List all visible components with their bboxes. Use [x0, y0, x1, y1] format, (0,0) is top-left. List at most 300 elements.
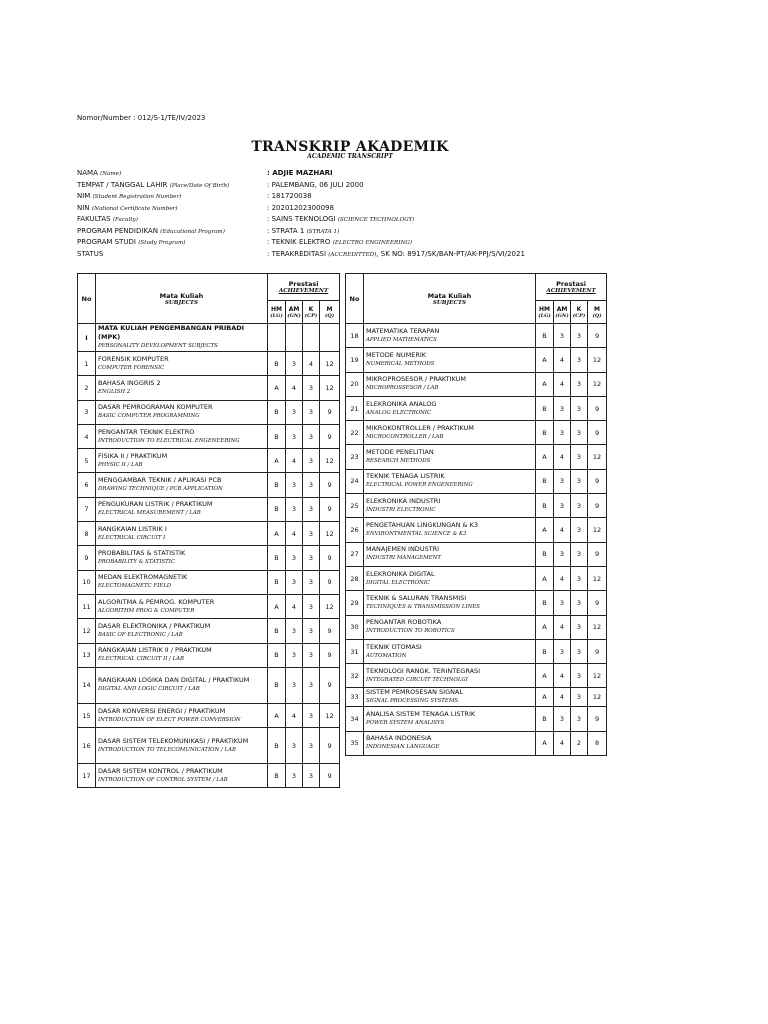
header-k — [571, 301, 588, 324]
header-am-label: AM — [288, 305, 300, 313]
info-value — [267, 226, 677, 238]
grade-number: 4 — [554, 566, 571, 590]
grade-number: 4 — [286, 449, 303, 473]
row-number: 12 — [78, 619, 96, 643]
grade-letter: B — [536, 542, 554, 566]
subject-cell — [364, 348, 536, 372]
table-row — [78, 594, 340, 618]
grade-number: 3 — [554, 707, 571, 731]
subject-name: MATA KULIAH PENGEMBANGAN PRIBADI (MPK) — [98, 324, 245, 341]
grade-number: 3 — [286, 473, 303, 497]
info-value-text: : STRATA 1 — [267, 226, 305, 235]
row-number: 32 — [346, 664, 364, 688]
grade-letter: A — [268, 594, 286, 618]
subject-name: MATEMATIKA TERAPAN — [366, 326, 440, 335]
subject-cell — [364, 421, 536, 445]
quality-points: 9 — [320, 497, 340, 521]
credit-points: 4 — [303, 352, 320, 376]
quality-points: 9 — [320, 473, 340, 497]
subject-cell — [364, 396, 536, 420]
table-row — [346, 566, 607, 590]
grade-letter: A — [536, 688, 554, 707]
quality-points: 12 — [588, 518, 607, 542]
grade-letter: A — [536, 731, 554, 755]
info-label-en: (Name) — [100, 171, 122, 177]
row-number: 23 — [346, 445, 364, 469]
credit-points: 2 — [571, 731, 588, 755]
grade-number: 4 — [554, 664, 571, 688]
row-number: 18 — [346, 324, 364, 348]
credit-points: 3 — [303, 570, 320, 594]
subject-name-en: INTRODUCTION TO ROBOTICS — [366, 628, 455, 635]
header-m-label: M — [594, 305, 601, 313]
subject-name: ELEKRONIKA INDUSTRI — [366, 496, 441, 505]
grade-letter: B — [536, 591, 554, 615]
row-number: 15 — [78, 703, 96, 727]
credit-points: 3 — [303, 400, 320, 424]
credit-points: 3 — [303, 594, 320, 618]
subject-cell — [96, 619, 268, 643]
row-number: 27 — [346, 542, 364, 566]
grade-number: 3 — [554, 542, 571, 566]
info-row — [77, 191, 677, 203]
table-row — [346, 421, 607, 445]
grade-number: 3 — [286, 546, 303, 570]
table-row — [346, 731, 607, 755]
grade-letter: A — [268, 522, 286, 546]
info-label-text: PROGRAM PENDIDIKAN — [77, 226, 158, 235]
table-row — [346, 348, 607, 372]
quality-points: 12 — [588, 688, 607, 707]
quality-points: 12 — [588, 372, 607, 396]
subject-name-en: PROBABILITY & STATISTIC — [98, 559, 175, 566]
row-number: 16 — [78, 728, 96, 764]
row-number: 30 — [346, 615, 364, 639]
quality-points: 9 — [320, 764, 340, 788]
info-label-text: TEMPAT / TANGGAL LAHIR — [77, 180, 168, 189]
subject-name: ELEKRONIKA DIGITAL — [366, 569, 435, 578]
table-row — [346, 324, 607, 348]
grade-letter: A — [536, 348, 554, 372]
grade-number: 4 — [286, 703, 303, 727]
header-k-label: K — [308, 305, 314, 313]
page-subtitle: ACADEMIC TRANSCRIPT — [307, 153, 393, 160]
header-prestasi — [268, 274, 340, 301]
subject-name: METODE PENELITIAN — [366, 448, 434, 457]
info-value-text: : ADJIE MAZHARI — [267, 169, 333, 177]
info-value-text: : 20201202300098 — [267, 203, 334, 212]
grade-letter: B — [268, 643, 286, 667]
subject-name: METODE NUMERIK — [366, 350, 427, 359]
info-label-en: (Educational Program) — [160, 228, 225, 235]
subject-name-en: MICROCONTROLLER / LAB — [366, 433, 444, 440]
header-gn-label: (GN) — [555, 312, 569, 319]
table-row — [78, 473, 340, 497]
quality-points: 9 — [588, 542, 607, 566]
subject-cell — [364, 324, 536, 348]
info-value-suffix: , SK NO: 8917/SK/BAN-PT/AK-PPJ/S/VI/2021 — [376, 249, 525, 258]
grade-letter: B — [268, 473, 286, 497]
header-am — [286, 301, 303, 324]
subject-name: MANAJEMEN INDUSTRI — [366, 545, 440, 554]
grade-number: 4 — [554, 518, 571, 542]
quality-points: 9 — [320, 667, 340, 703]
subject-name: DASAR SISTEM KONTROL / PRAKTIKUM — [98, 766, 223, 775]
subject-name-en: ELECTRICAL CIRCUIT I — [98, 534, 166, 541]
subject-name-en: INDUSTRI ELECTRONIC — [366, 506, 436, 513]
info-row — [77, 214, 677, 226]
subject-name: TEKNIK TENAGA LISTRIK — [366, 472, 445, 481]
subject-name-en: RESEARCH METHODS — [366, 458, 431, 465]
grade-number: 4 — [554, 348, 571, 372]
grade-letter: A — [268, 703, 286, 727]
grade-letter: B — [536, 324, 554, 348]
credit-points: 3 — [303, 473, 320, 497]
quality-points: 12 — [588, 664, 607, 688]
left-table-body — [78, 324, 340, 788]
grade-number: 4 — [554, 688, 571, 707]
table-row — [346, 372, 607, 396]
info-label-text: NIM — [77, 192, 91, 200]
credit-points: 3 — [571, 348, 588, 372]
subject-cell — [364, 372, 536, 396]
subject-name: FISIKA II / PRAKTIKUM — [98, 451, 168, 460]
credit-points: 3 — [571, 324, 588, 348]
subject-cell — [96, 546, 268, 570]
table-row — [78, 400, 340, 424]
grade-number: 3 — [286, 619, 303, 643]
info-label-en: (National Certificate Number) — [91, 205, 178, 212]
subject-name-en: TECHNIQUES & TRANSMISSION LINES — [366, 603, 480, 610]
info-value — [267, 168, 677, 180]
subject-cell — [96, 703, 268, 727]
subject-name-en: SIGNAL PROCESSING SYSTEMS — [366, 698, 459, 705]
row-number: 10 — [78, 570, 96, 594]
quality-points: 9 — [588, 421, 607, 445]
grade-number: 4 — [286, 594, 303, 618]
row-number: 1 — [78, 352, 96, 376]
table-row — [78, 703, 340, 727]
table-row — [346, 639, 607, 663]
subject-name: MIKROPROSESOR / PRAKTIKUM — [366, 375, 467, 384]
grade-number: 3 — [554, 639, 571, 663]
grade-number: 4 — [554, 731, 571, 755]
subject-cell — [96, 324, 268, 352]
credit-points: 3 — [571, 518, 588, 542]
grade-letter: A — [536, 518, 554, 542]
header-cp-label: (CP) — [304, 312, 318, 319]
credit-points: 3 — [571, 396, 588, 420]
subject-name-en: BASIC COMPUTER PROGRAMMING — [98, 413, 200, 420]
row-number: 5 — [78, 449, 96, 473]
row-number: 17 — [78, 764, 96, 788]
info-value-text: : SAINS TEKNOLOGI — [267, 215, 336, 223]
credit-points: 3 — [303, 703, 320, 727]
info-value-text: : 181720038 — [267, 192, 312, 200]
header-lg-label: (LG) — [270, 312, 283, 319]
table-row — [78, 546, 340, 570]
info-label-en: (Faculty) — [112, 217, 138, 223]
subject-name-en: BASIC OF ELECTRONIC / LAB — [98, 631, 183, 638]
table-row — [346, 707, 607, 731]
grade-letter: B — [268, 619, 286, 643]
header-hm — [536, 301, 554, 324]
header-mata-kuliah-label: Mata Kuliah — [427, 291, 472, 300]
credit-points: 3 — [303, 497, 320, 521]
grade-number: 3 — [286, 352, 303, 376]
row-number: 2 — [78, 376, 96, 400]
quality-points: 9 — [588, 707, 607, 731]
header-hm — [268, 301, 286, 324]
info-value-en: (ELECTRO ENGINEERING) — [332, 240, 413, 246]
grade-letter: B — [268, 400, 286, 424]
grade-letter: A — [536, 566, 554, 590]
subject-name-en: APPLIED MATHEMATICS — [366, 336, 437, 343]
header-cp-label: (CP) — [572, 312, 586, 319]
document-number: Nomor/Number : 012/S-1/TE/IV/2023 — [77, 114, 206, 122]
subject-name-en: ENVIRONTMENTAL SCIENCE & K3 — [366, 531, 467, 538]
header-prestasi-label: Prestasi — [288, 280, 319, 288]
subject-cell — [364, 445, 536, 469]
grade-letter: A — [536, 445, 554, 469]
quality-points: 9 — [320, 546, 340, 570]
subject-cell — [364, 664, 536, 688]
info-label-text: NIN — [77, 203, 90, 212]
subject-name: BAHASA INDONESIA — [366, 734, 432, 743]
row-number: 8 — [78, 522, 96, 546]
info-row — [77, 249, 677, 261]
table-row — [346, 494, 607, 518]
credit-points: 3 — [571, 445, 588, 469]
quality-points: 12 — [320, 449, 340, 473]
subject-name-en: ENGLISH 2 — [98, 388, 131, 395]
info-value-en: (SCIENCE TECHNOLOGY) — [337, 217, 415, 223]
info-value-text: : TEKNIK ELEKTRO — [267, 238, 331, 246]
subject-name: PROBABILITAS & STATISTIK — [98, 549, 186, 558]
subject-name: DASAR SISTEM TELEKOMUNIKASI / PRAKTIKUM — [98, 736, 249, 745]
table-row — [346, 518, 607, 542]
table-row — [78, 497, 340, 521]
subject-cell — [364, 707, 536, 731]
table-row — [346, 542, 607, 566]
subject-name-en: AUTOMATION — [366, 652, 407, 659]
info-row — [77, 237, 677, 249]
subject-name: MENGGAMBAR TEKNIK / APLIKASI PCB — [98, 476, 222, 485]
header-no: No — [346, 274, 364, 324]
credit-points: 3 — [303, 424, 320, 448]
quality-points: 12 — [320, 703, 340, 727]
credit-points — [303, 324, 320, 352]
header-prestasi — [536, 274, 607, 301]
quality-points: 12 — [320, 522, 340, 546]
subject-name-en: INDUSTRI MANAGEMENT — [366, 555, 441, 562]
credit-points: 3 — [303, 522, 320, 546]
subject-cell — [96, 522, 268, 546]
grade-letter: A — [268, 449, 286, 473]
subject-cell — [364, 494, 536, 518]
table-row — [78, 643, 340, 667]
table-row — [346, 445, 607, 469]
subject-name: RANGKAIAN LISTRIK II / PRAKTIKUM — [98, 646, 212, 655]
grade-letter — [268, 324, 286, 352]
table-row — [78, 424, 340, 448]
info-label-text: NAMA — [77, 169, 98, 177]
quality-points: 9 — [588, 639, 607, 663]
info-value — [267, 180, 677, 192]
grade-number: 3 — [286, 400, 303, 424]
info-label — [77, 249, 267, 261]
subject-name-en: DIGITAL AND LOGIC CIRCUIT / LAB — [98, 686, 200, 693]
grade-letter: A — [536, 372, 554, 396]
table-row — [78, 449, 340, 473]
table-row — [78, 619, 340, 643]
info-label — [77, 180, 267, 192]
credit-points: 3 — [571, 688, 588, 707]
subject-name: ELEKRONIKA ANALOG — [366, 399, 437, 408]
credit-points: 3 — [571, 494, 588, 518]
subject-name: TEKNIK OTOMASI — [366, 642, 422, 651]
info-value — [267, 214, 677, 226]
quality-points: 12 — [588, 445, 607, 469]
row-number: 20 — [346, 372, 364, 396]
subject-name-en: MICROPROSSESOR / LAB — [366, 385, 439, 392]
info-value-text: : PALEMBANG, 06 JULI 2000 — [267, 180, 364, 189]
quality-points: 9 — [588, 324, 607, 348]
header-mata-kuliah — [364, 274, 536, 324]
info-label-en: (Study Program) — [138, 240, 186, 246]
subject-name-en: ELECTRICAL CIRCUIT II / LAB — [98, 656, 185, 663]
row-number: 7 — [78, 497, 96, 521]
header-m-label: M — [326, 305, 333, 313]
quality-points: 9 — [588, 396, 607, 420]
subject-cell — [364, 566, 536, 590]
grade-letter: A — [536, 664, 554, 688]
subject-name: DASAR PEMROGRAMAN KOMPUTER — [98, 403, 213, 412]
quality-points: 12 — [320, 594, 340, 618]
info-row — [77, 168, 677, 180]
subject-name-en: INTEGRATED CIRCUIT TECHNOLGI — [366, 676, 468, 683]
grade-number: 3 — [286, 570, 303, 594]
subject-cell — [96, 570, 268, 594]
subject-cell — [364, 469, 536, 493]
subject-cell — [96, 497, 268, 521]
subject-cell — [96, 594, 268, 618]
quality-points: 9 — [320, 619, 340, 643]
subject-cell — [96, 376, 268, 400]
subject-name: ALGORITMA & PEMROG. KOMPUTER — [98, 597, 215, 606]
subject-name-en: PERSONALITY DEVELOPMENT SUBJECTS — [98, 343, 218, 349]
grade-number — [286, 324, 303, 352]
quality-points: 9 — [588, 494, 607, 518]
subject-name-en: INDONESIAN LANGUAGE — [366, 744, 440, 751]
quality-points: 9 — [320, 728, 340, 764]
info-label-en: (Place/Date Of Birth) — [169, 182, 230, 189]
info-label-text: STATUS — [77, 249, 104, 258]
credit-points: 3 — [303, 764, 320, 788]
header-k-label: K — [576, 305, 582, 313]
subject-cell — [364, 639, 536, 663]
quality-points: 9 — [320, 570, 340, 594]
info-label — [77, 226, 267, 238]
grade-letter: B — [268, 424, 286, 448]
quality-points: 9 — [320, 424, 340, 448]
row-number: 34 — [346, 707, 364, 731]
grade-letter: B — [268, 570, 286, 594]
grade-letter: B — [268, 728, 286, 764]
subject-name: RANGKAIAN LISTRIK I — [98, 524, 167, 533]
row-number: 26 — [346, 518, 364, 542]
credit-points: 3 — [571, 639, 588, 663]
subject-cell — [96, 400, 268, 424]
credit-points: 3 — [303, 376, 320, 400]
row-number: 6 — [78, 473, 96, 497]
grade-letter: B — [536, 707, 554, 731]
subject-name: SISTEM PEMROSESAN SIGNAL — [366, 688, 464, 697]
quality-points: 12 — [320, 352, 340, 376]
subject-name-en: ELECTRICAL MEASUREMENT / LAB — [98, 510, 201, 517]
header-q-label: (Q) — [592, 312, 602, 319]
credit-points: 3 — [303, 728, 320, 764]
row-number: 14 — [78, 667, 96, 703]
subject-cell — [96, 449, 268, 473]
credit-points: 3 — [571, 469, 588, 493]
table-row — [78, 376, 340, 400]
grade-letter: B — [536, 421, 554, 445]
row-number: I — [78, 324, 96, 352]
row-number: 22 — [346, 421, 364, 445]
info-label — [77, 191, 267, 203]
subject-cell — [96, 728, 268, 764]
row-number: 21 — [346, 396, 364, 420]
subject-name: PENGANTAR ROBOTIKA — [366, 618, 442, 627]
grade-letter: B — [536, 494, 554, 518]
subject-cell — [96, 643, 268, 667]
header-achievement-label: ACHIEVEMENT — [278, 288, 329, 294]
credit-points: 3 — [303, 546, 320, 570]
grade-number: 4 — [554, 372, 571, 396]
credit-points: 3 — [571, 542, 588, 566]
subject-name-en: ANALOG ELECTRONIC — [366, 409, 432, 416]
table-row — [78, 764, 340, 788]
grade-number: 3 — [554, 324, 571, 348]
header-lg-label: (LG) — [538, 312, 551, 319]
grade-letter: B — [268, 764, 286, 788]
subject-cell — [364, 591, 536, 615]
subject-name: PENGANTAR TEKNIK ELEKTRO — [98, 427, 195, 436]
grade-number: 3 — [286, 643, 303, 667]
grade-number: 3 — [286, 497, 303, 521]
row-number: 25 — [346, 494, 364, 518]
header-subjects-label: SUBJECTS — [432, 299, 467, 306]
info-value — [267, 237, 677, 249]
quality-points: 12 — [588, 566, 607, 590]
header-q-label: (Q) — [324, 312, 335, 319]
subject-cell — [96, 352, 268, 376]
info-row — [77, 180, 677, 192]
page-title: TRANSKRIP AKADEMIK — [251, 139, 449, 155]
header-gn-label: (GN) — [287, 312, 301, 319]
header-m — [588, 301, 607, 324]
grade-number: 3 — [286, 667, 303, 703]
header-am — [554, 301, 571, 324]
subject-name: MIKROKONTROLLER / PRAKTIKUM — [366, 423, 474, 432]
subject-name-en: PHYSIC II / LAB — [98, 461, 143, 468]
quality-points: 12 — [588, 348, 607, 372]
grade-number: 3 — [554, 396, 571, 420]
row-number: 31 — [346, 639, 364, 663]
info-value — [267, 249, 677, 261]
info-value-text: : TERAKREDITASI — [267, 249, 327, 258]
